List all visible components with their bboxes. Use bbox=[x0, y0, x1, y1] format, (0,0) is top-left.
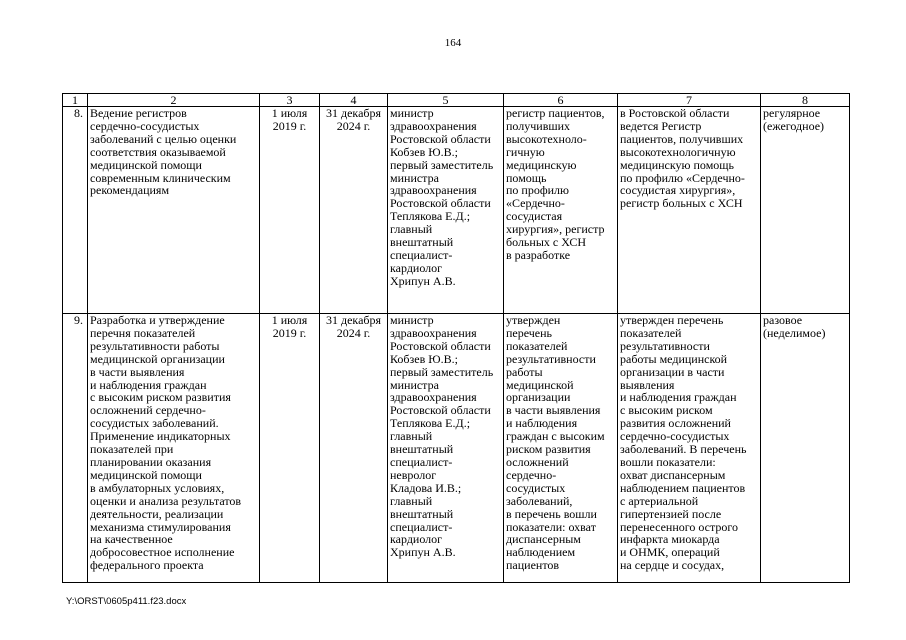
text-line: добросовестное исполнение bbox=[90, 545, 235, 560]
measure-name bbox=[88, 107, 260, 314]
text-line: больных с ХСН bbox=[506, 235, 587, 250]
column-number-5: 5 bbox=[388, 94, 504, 107]
text-line: граждан с высоким bbox=[506, 429, 605, 444]
text-line: результативности работы bbox=[90, 338, 220, 353]
text-line: пациентов bbox=[506, 558, 560, 573]
text-line: в разработке bbox=[506, 247, 571, 262]
text-line: современным клиническим bbox=[90, 170, 231, 185]
text-line: Хрипун А.В. bbox=[390, 273, 456, 288]
text-line: 2019 г. bbox=[272, 118, 307, 133]
text-line: пациентов, получивших bbox=[620, 131, 744, 146]
text-line: перечня показателей bbox=[90, 325, 196, 340]
text-line: с артериальной bbox=[620, 493, 699, 508]
text-line: регистр больных с ХСН bbox=[620, 196, 743, 211]
text-line: показателей bbox=[506, 338, 568, 353]
text-line: министра bbox=[390, 170, 439, 185]
text-line: в Ростовской области bbox=[620, 106, 730, 120]
text-line: Разработка и утверждение bbox=[90, 313, 225, 327]
text-line: министр bbox=[390, 313, 434, 327]
expected-result bbox=[504, 314, 618, 583]
column-number-2: 2 bbox=[88, 94, 260, 107]
text-line: и наблюдения bbox=[506, 416, 578, 431]
start-date bbox=[260, 107, 320, 314]
text-line: вошли показатели: bbox=[620, 454, 716, 469]
text-line: планировании оказания bbox=[90, 454, 212, 469]
text-line: Ведение регистров bbox=[90, 106, 187, 120]
text-line: 31 декабря bbox=[325, 106, 382, 120]
text-line: в перечень вошли bbox=[506, 506, 597, 521]
text-line: организации bbox=[506, 390, 571, 405]
text-line: Ростовской области bbox=[390, 338, 491, 353]
text-line: 31 декабря bbox=[325, 313, 382, 327]
text-line: работы медицинской bbox=[620, 351, 728, 366]
text-line: с высоким риском развития bbox=[90, 390, 231, 405]
text-line: гичную bbox=[506, 144, 545, 159]
text-line: на сердце и сосудах, bbox=[620, 558, 725, 573]
column-numbers-row bbox=[63, 94, 850, 107]
page-number: 164 bbox=[444, 37, 462, 49]
result-type bbox=[761, 107, 850, 314]
text-line: здравоохранения bbox=[390, 183, 477, 198]
text-line: ведется Регистр bbox=[620, 118, 702, 133]
text-line: выявления bbox=[620, 377, 675, 392]
text-line: заболеваний. В перечень bbox=[620, 442, 747, 457]
text-line: Хрипун А.В. bbox=[390, 545, 456, 560]
text-line: в части выявления bbox=[90, 364, 185, 379]
text-line: развития осложнений bbox=[620, 416, 731, 431]
text-line: внештатный bbox=[390, 235, 454, 250]
column-number-1: 1 bbox=[63, 94, 88, 107]
column-number-4: 4 bbox=[320, 94, 388, 107]
text-line: кардиолог bbox=[390, 532, 443, 547]
text-line: результативности bbox=[506, 351, 596, 366]
text-line: 1 июля bbox=[271, 313, 308, 327]
text-line: помощь bbox=[506, 170, 547, 185]
text-line: сосудистая хирургия», bbox=[620, 183, 736, 198]
text-line: федерального проекта bbox=[90, 558, 204, 573]
text-line: риском развития bbox=[506, 442, 591, 457]
text-line: с высоким риском bbox=[620, 403, 713, 418]
text-line: медицинской помощи bbox=[90, 467, 202, 482]
text-line: соответствия оказываемой bbox=[90, 144, 226, 159]
text-line: и наблюдения граждан bbox=[90, 377, 207, 392]
text-line: специалист- bbox=[390, 247, 453, 262]
text-line: главный bbox=[390, 493, 433, 508]
text-line: механизма стимулирования bbox=[90, 519, 231, 534]
result-description bbox=[618, 314, 761, 583]
text-line: министр bbox=[390, 106, 434, 120]
text-line: министра bbox=[390, 377, 439, 392]
row-number: 8. bbox=[63, 107, 88, 314]
text-line: первый заместитель bbox=[390, 364, 494, 379]
text-line: высокотехнологичную bbox=[620, 144, 736, 159]
text-line: высокотехноло- bbox=[506, 131, 587, 146]
column-number-8: 8 bbox=[761, 94, 850, 107]
text-line: сердечно- bbox=[506, 467, 557, 482]
text-line: Ростовской области bbox=[390, 196, 491, 211]
text-line: наблюдением пациентов bbox=[620, 480, 746, 495]
text-line: работы bbox=[506, 364, 543, 379]
responsible-persons bbox=[388, 107, 504, 314]
text-line: Ростовской области bbox=[390, 131, 491, 146]
text-line: заболеваний с целью оценки bbox=[90, 131, 237, 146]
measures-table bbox=[62, 93, 850, 583]
text-line: 2024 г. bbox=[336, 325, 371, 340]
text-line: по профилю «Сердечно- bbox=[620, 170, 745, 185]
text-line: и ОНМК, операций bbox=[620, 545, 720, 560]
text-line: по профилю bbox=[506, 183, 569, 198]
text-line: хирургия», регистр bbox=[506, 222, 605, 237]
text-line: наблюдением bbox=[506, 545, 576, 560]
text-line: медицинской помощи bbox=[90, 157, 202, 172]
text-line: оценки и анализа результатов bbox=[90, 493, 242, 508]
text-line: показатели: охват bbox=[506, 519, 596, 534]
end-date bbox=[320, 314, 388, 583]
row-number: 9. bbox=[63, 314, 88, 583]
text-line: Кобзев Ю.В.; bbox=[390, 351, 458, 366]
text-line: рекомендациям bbox=[90, 183, 170, 198]
text-line: осложнений bbox=[506, 454, 569, 469]
text-line: Теплякова Е.Д.; bbox=[390, 416, 471, 431]
text-line: Кладова И.В.; bbox=[390, 480, 462, 495]
text-line: Теплякова Е.Д.; bbox=[390, 209, 471, 224]
text-line: гипертензией после bbox=[620, 506, 722, 521]
text-line: в части выявления bbox=[506, 403, 601, 418]
text-line: медицинскую bbox=[506, 157, 577, 172]
text-line: утвержден перечень bbox=[620, 313, 724, 327]
text-line: сердечно-сосудистых bbox=[90, 118, 200, 133]
text-line: инфаркта миокарда bbox=[620, 532, 720, 547]
text-line: здравоохранения bbox=[390, 390, 477, 405]
text-line: получивших bbox=[506, 118, 571, 133]
text-line: невролог bbox=[390, 467, 437, 482]
text-line: перенесенного острого bbox=[620, 519, 739, 534]
text-line: (ежегодное) bbox=[763, 118, 825, 133]
text-line: в амбулаторных условиях, bbox=[90, 480, 225, 495]
result-type bbox=[761, 314, 850, 583]
text-line: диспансерным bbox=[506, 532, 581, 547]
text-line: деятельности, реализации bbox=[90, 506, 224, 521]
text-line: осложнений сердечно- bbox=[90, 403, 206, 418]
text-line: Кобзев Ю.В.; bbox=[390, 144, 458, 159]
text-line: показателей при bbox=[90, 442, 174, 457]
text-line: Применение индикаторных bbox=[90, 429, 231, 444]
result-description bbox=[618, 107, 761, 314]
table-row bbox=[63, 314, 850, 583]
text-line: здравоохранения bbox=[390, 325, 477, 340]
text-line: охват диспансерным bbox=[620, 467, 726, 482]
column-number-6: 6 bbox=[504, 94, 618, 107]
text-line: показателей bbox=[620, 325, 682, 340]
responsible-persons bbox=[388, 314, 504, 583]
text-line: сосудистых bbox=[506, 480, 566, 495]
text-line: регистр пациентов, bbox=[506, 106, 605, 120]
text-line: медицинской bbox=[506, 377, 574, 392]
text-line: внештатный bbox=[390, 506, 454, 521]
text-line: регулярное bbox=[763, 106, 821, 120]
text-line: главный bbox=[390, 429, 433, 444]
text-line: 2019 г. bbox=[272, 325, 307, 340]
text-line: специалист- bbox=[390, 519, 453, 534]
text-line: специалист- bbox=[390, 454, 453, 469]
text-line: утвержден bbox=[506, 313, 561, 327]
expected-result bbox=[504, 107, 618, 314]
end-date bbox=[320, 107, 388, 314]
column-number-7: 7 bbox=[618, 94, 761, 107]
text-line: 2024 г. bbox=[336, 118, 371, 133]
text-line: 1 июля bbox=[271, 106, 308, 120]
measure-name bbox=[88, 314, 260, 583]
text-line: и наблюдения граждан bbox=[620, 390, 737, 405]
text-line: заболеваний, bbox=[506, 493, 573, 508]
text-line: главный bbox=[390, 222, 433, 237]
text-line: сосудистых заболеваний. bbox=[90, 416, 219, 431]
text-line: разовое bbox=[763, 313, 803, 327]
text-line: (неделимое) bbox=[763, 325, 826, 340]
text-line: сосудистая bbox=[506, 209, 563, 224]
text-line: внештатный bbox=[390, 442, 454, 457]
text-line: сердечно-сосудистых bbox=[620, 429, 730, 444]
text-line: на качественное bbox=[90, 532, 173, 547]
text-line: организации в части bbox=[620, 364, 725, 379]
file-path-footer: Y:\ORST\0605p411.f23.docx bbox=[66, 596, 187, 607]
text-line: первый заместитель bbox=[390, 157, 494, 172]
text-line: медицинской организации bbox=[90, 351, 225, 366]
text-line: результативности bbox=[620, 338, 710, 353]
text-line: Ростовской области bbox=[390, 403, 491, 418]
column-number-3: 3 bbox=[260, 94, 320, 107]
text-line: здравоохранения bbox=[390, 118, 477, 133]
text-line: «Сердечно- bbox=[506, 196, 565, 211]
table-row bbox=[63, 107, 850, 314]
text-line: медицинскую помощь bbox=[620, 157, 735, 172]
text-line: перечень bbox=[506, 325, 553, 340]
start-date bbox=[260, 314, 320, 583]
text-line: кардиолог bbox=[390, 260, 443, 275]
